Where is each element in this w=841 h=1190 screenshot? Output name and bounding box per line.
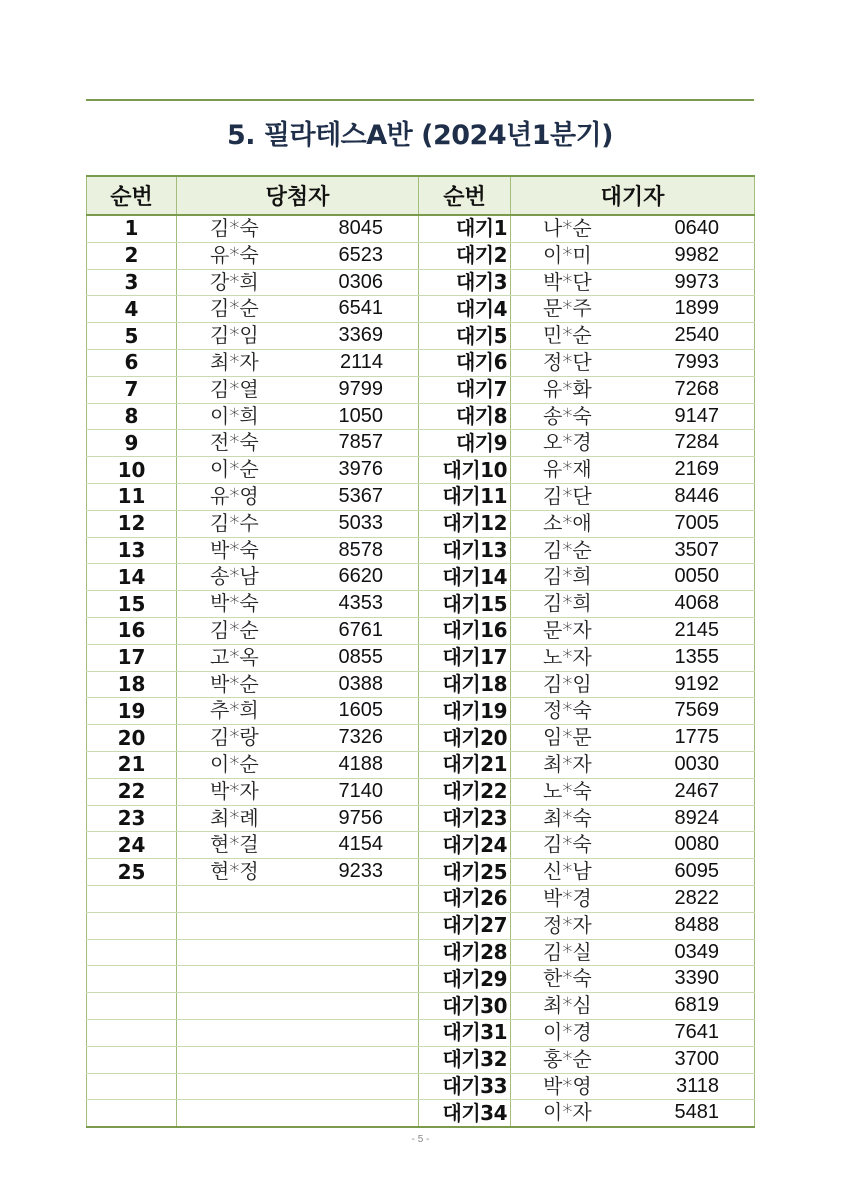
waitlist-cell — [511, 912, 755, 939]
table-body — [87, 215, 755, 1127]
table-row — [87, 885, 755, 912]
waitlist-name: 김*임 — [543, 671, 592, 696]
winner-cell — [177, 269, 419, 296]
winner-name: 이*순 — [210, 751, 259, 776]
table-row — [87, 698, 755, 725]
winner-no-cell: 18 — [87, 671, 177, 698]
winner-name: 김*임 — [210, 323, 259, 348]
winner-no-cell — [87, 885, 177, 912]
waitlist-code: 3118 — [675, 1074, 719, 1097]
winner-cell — [177, 296, 419, 323]
winner-code: 6541 — [338, 297, 383, 320]
waitlist-code: 8924 — [674, 806, 719, 829]
waitlist-name: 민*순 — [543, 323, 592, 348]
winner-cell — [177, 430, 419, 457]
winner-code: 6761 — [338, 618, 383, 641]
table-row — [87, 457, 755, 484]
waitlist-code: 9192 — [674, 672, 719, 695]
table-row — [87, 323, 755, 350]
table-row — [87, 242, 755, 269]
winner-no-cell — [87, 1073, 177, 1100]
waitlist-cell — [511, 644, 755, 671]
waitlist-cell — [511, 778, 755, 805]
waitlist-no-cell: 대기4 — [419, 296, 511, 323]
winner-no-cell: 19 — [87, 698, 177, 725]
waitlist-code: 4068 — [674, 592, 719, 615]
waitlist-cell — [511, 510, 755, 537]
table-row — [87, 725, 755, 752]
winner-no-header: 순번 — [87, 176, 177, 215]
winner-no-cell: 10 — [87, 457, 177, 484]
waitlist-code: 1899 — [674, 297, 719, 320]
winner-cell — [177, 564, 419, 591]
waitlist-code: 0080 — [674, 833, 719, 856]
waitlist-no-cell: 대기25 — [419, 859, 511, 886]
waitlist-no-cell: 대기21 — [419, 751, 511, 778]
waitlist-no-cell: 대기7 — [419, 376, 511, 403]
waitlist-code: 9973 — [674, 270, 719, 293]
waitlist-code: 0050 — [674, 565, 719, 588]
waitlist-no-cell: 대기18 — [419, 671, 511, 698]
winner-cell — [177, 966, 419, 993]
winner-no-cell: 13 — [87, 537, 177, 564]
winner-cell — [177, 1046, 419, 1073]
waitlist-code: 2467 — [674, 779, 719, 802]
winner-code: 8578 — [338, 538, 383, 561]
waitlist-code: 3390 — [674, 967, 719, 990]
waitlist-code: 1355 — [674, 645, 719, 668]
waitlist-name: 문*자 — [543, 617, 592, 642]
waitlist-name: 송*숙 — [543, 403, 592, 428]
winner-code: 4353 — [338, 592, 383, 615]
table-row — [87, 215, 755, 242]
winner-code: 5033 — [338, 511, 383, 534]
waitlist-no-cell: 대기27 — [419, 912, 511, 939]
waitlist-code: 2540 — [674, 324, 719, 347]
table-row — [87, 617, 755, 644]
waitlist-no-cell: 대기28 — [419, 939, 511, 966]
waitlist-cell — [511, 323, 755, 350]
winner-cell — [177, 859, 419, 886]
waitlist-no-cell: 대기6 — [419, 349, 511, 376]
waitlist-name: 이*경 — [543, 1019, 592, 1044]
winner-cell — [177, 510, 419, 537]
winner-cell — [177, 993, 419, 1020]
winner-code: 0388 — [338, 672, 383, 695]
winner-name: 박*숙 — [210, 537, 259, 562]
waitlist-code: 9982 — [674, 243, 719, 266]
winner-cell — [177, 537, 419, 564]
table-row — [87, 537, 755, 564]
winner-no-cell: 1 — [87, 215, 177, 242]
waitlist-name: 홍*순 — [543, 1046, 592, 1071]
winner-cell — [177, 805, 419, 832]
winner-code: 3976 — [338, 458, 383, 481]
winner-name: 송*남 — [210, 564, 259, 589]
winner-cell — [177, 403, 419, 430]
table-row — [87, 269, 755, 296]
waitlist-header: 대기자 — [511, 176, 755, 215]
table-row — [87, 564, 755, 591]
waitlist-no-cell: 대기32 — [419, 1046, 511, 1073]
table-row — [87, 912, 755, 939]
table-row — [87, 296, 755, 323]
waitlist-cell — [511, 993, 755, 1020]
waitlist-name: 이*자 — [543, 1100, 592, 1125]
waitlist-name: 김*순 — [543, 537, 592, 562]
winner-no-cell: 14 — [87, 564, 177, 591]
waitlist-cell — [511, 617, 755, 644]
winner-no-cell — [87, 912, 177, 939]
waitlist-cell — [511, 403, 755, 430]
winner-cell — [177, 778, 419, 805]
waitlist-code: 7268 — [674, 377, 719, 400]
winner-no-cell — [87, 966, 177, 993]
waitlist-no-cell: 대기12 — [419, 510, 511, 537]
winner-no-cell: 22 — [87, 778, 177, 805]
winner-name: 김*랑 — [210, 725, 259, 750]
waitlist-cell — [511, 215, 755, 242]
winner-cell — [177, 885, 419, 912]
waitlist-cell — [511, 483, 755, 510]
waitlist-no-cell: 대기22 — [419, 778, 511, 805]
waitlist-no-cell: 대기33 — [419, 1073, 511, 1100]
waitlist-cell — [511, 269, 755, 296]
table-row — [87, 430, 755, 457]
winner-cell — [177, 1019, 419, 1046]
waitlist-cell — [511, 832, 755, 859]
waitlist-name: 이*미 — [543, 242, 592, 267]
winner-code: 5367 — [338, 484, 383, 507]
winner-cell — [177, 1100, 419, 1127]
winner-no-cell: 12 — [87, 510, 177, 537]
winner-no-cell — [87, 939, 177, 966]
waitlist-no-cell: 대기29 — [419, 966, 511, 993]
lottery-results-table — [86, 175, 755, 1128]
waitlist-name: 유*재 — [543, 457, 592, 482]
winner-cell — [177, 617, 419, 644]
waitlist-name: 오*경 — [543, 430, 592, 455]
waitlist-no-cell: 대기26 — [419, 885, 511, 912]
waitlist-cell — [511, 591, 755, 618]
waitlist-cell — [511, 939, 755, 966]
top-rule — [86, 99, 754, 101]
waitlist-no-cell: 대기9 — [419, 430, 511, 457]
winner-code: 8045 — [338, 217, 383, 239]
winner-code: 4154 — [338, 833, 383, 856]
winner-cell — [177, 698, 419, 725]
winner-name: 이*희 — [210, 403, 259, 428]
winner-code: 6523 — [338, 243, 383, 266]
page-title: 5. 필라테스A반 (2024년1분기) — [226, 120, 613, 151]
waitlist-code: 6819 — [674, 994, 719, 1017]
waitlist-no-cell: 대기19 — [419, 698, 511, 725]
winner-code: 6620 — [338, 565, 383, 588]
winner-name: 김*열 — [210, 376, 259, 401]
waitlist-name: 문*주 — [543, 296, 592, 321]
waitlist-code: 7005 — [674, 511, 719, 534]
waitlist-cell — [511, 859, 755, 886]
winner-name: 유*영 — [210, 483, 259, 508]
waitlist-cell — [511, 751, 755, 778]
table-row — [87, 751, 755, 778]
winner-code: 7140 — [338, 779, 383, 802]
waitlist-cell — [511, 725, 755, 752]
waitlist-code: 6095 — [674, 860, 719, 883]
winner-name: 김*순 — [210, 617, 259, 642]
waitlist-cell — [511, 698, 755, 725]
waitlist-name: 박*경 — [543, 885, 592, 910]
winner-cell — [177, 242, 419, 269]
waitlist-no-cell: 대기23 — [419, 805, 511, 832]
table-row — [87, 349, 755, 376]
table-header-row — [87, 176, 755, 215]
waitlist-cell — [511, 457, 755, 484]
table-row — [87, 832, 755, 859]
waitlist-cell — [511, 966, 755, 993]
waitlist-code: 8488 — [674, 913, 719, 936]
waitlist-name: 김*희 — [543, 591, 592, 616]
waitlist-name: 정*숙 — [543, 698, 592, 723]
waitlist-code: 7993 — [674, 350, 719, 373]
table-row — [87, 966, 755, 993]
winner-name: 박*자 — [210, 778, 259, 803]
table-row — [87, 993, 755, 1020]
waitlist-name: 박*영 — [543, 1073, 592, 1098]
winner-no-cell — [87, 993, 177, 1020]
winner-name: 현*걸 — [210, 832, 259, 857]
winner-no-cell: 11 — [87, 483, 177, 510]
winner-no-cell: 25 — [87, 859, 177, 886]
waitlist-code: 2145 — [674, 618, 719, 641]
table-row — [87, 644, 755, 671]
winner-code: 9799 — [338, 377, 383, 400]
waitlist-name: 김*희 — [543, 564, 592, 589]
winner-name: 최*례 — [210, 805, 259, 830]
winner-code: 9233 — [338, 860, 383, 883]
winner-cell — [177, 1073, 419, 1100]
table-row — [87, 805, 755, 832]
winner-name: 박*순 — [210, 671, 259, 696]
table-row — [87, 376, 755, 403]
winner-code: 1050 — [338, 404, 383, 427]
waitlist-no-cell: 대기20 — [419, 725, 511, 752]
winner-cell — [177, 725, 419, 752]
waitlist-code: 1775 — [674, 726, 719, 749]
waitlist-name: 신*남 — [543, 859, 592, 884]
winner-name: 강*희 — [210, 269, 259, 294]
winner-no-cell: 15 — [87, 591, 177, 618]
winner-no-cell — [87, 1019, 177, 1046]
waitlist-name: 한*숙 — [543, 966, 592, 991]
waitlist-no-cell: 대기30 — [419, 993, 511, 1020]
waitlist-no-cell: 대기8 — [419, 403, 511, 430]
winner-cell — [177, 751, 419, 778]
winner-no-cell — [87, 1046, 177, 1073]
winner-no-cell: 17 — [87, 644, 177, 671]
waitlist-code: 7641 — [674, 1020, 719, 1043]
winner-name: 최*자 — [210, 349, 259, 374]
waitlist-name: 최*숙 — [543, 805, 592, 830]
winner-code: 9756 — [338, 806, 383, 829]
waitlist-no-cell: 대기16 — [419, 617, 511, 644]
winner-no-cell: 2 — [87, 242, 177, 269]
waitlist-cell — [511, 537, 755, 564]
table-row — [87, 510, 755, 537]
winner-name: 김*순 — [210, 296, 259, 321]
waitlist-name: 나*순 — [543, 216, 592, 240]
waitlist-code: 0030 — [674, 752, 719, 775]
waitlist-no-cell: 대기11 — [419, 483, 511, 510]
table-row — [87, 1100, 755, 1127]
table-row — [87, 1019, 755, 1046]
winner-no-cell: 16 — [87, 617, 177, 644]
table-row — [87, 778, 755, 805]
waitlist-code: 8446 — [674, 484, 719, 507]
waitlist-cell — [511, 1073, 755, 1100]
waitlist-cell — [511, 296, 755, 323]
waitlist-cell — [511, 671, 755, 698]
waitlist-code: 3507 — [674, 538, 719, 561]
waitlist-no-header: 순번 — [419, 176, 511, 215]
winner-cell — [177, 349, 419, 376]
winner-cell — [177, 832, 419, 859]
waitlist-cell — [511, 564, 755, 591]
winner-cell — [177, 939, 419, 966]
winner-cell — [177, 376, 419, 403]
waitlist-cell — [511, 885, 755, 912]
winner-name: 현*정 — [210, 859, 259, 884]
waitlist-no-cell: 대기3 — [419, 269, 511, 296]
winner-code: 7326 — [338, 726, 383, 749]
page-number: - 5 - — [411, 1134, 430, 1145]
waitlist-name: 최*심 — [543, 993, 592, 1018]
winner-code: 0306 — [338, 270, 383, 293]
table-row — [87, 1073, 755, 1100]
waitlist-no-cell: 대기2 — [419, 242, 511, 269]
waitlist-cell — [511, 430, 755, 457]
waitlist-no-cell: 대기24 — [419, 832, 511, 859]
waitlist-cell — [511, 1100, 755, 1127]
winner-no-cell: 6 — [87, 349, 177, 376]
winner-no-cell: 7 — [87, 376, 177, 403]
winner-no-cell: 5 — [87, 323, 177, 350]
winner-name: 전*숙 — [210, 430, 259, 455]
waitlist-code: 9147 — [674, 404, 719, 427]
table-row — [87, 671, 755, 698]
waitlist-no-cell: 대기5 — [419, 323, 511, 350]
winner-no-cell: 24 — [87, 832, 177, 859]
waitlist-code: 7569 — [674, 699, 719, 722]
waitlist-cell — [511, 349, 755, 376]
waitlist-name: 노*자 — [543, 644, 592, 669]
waitlist-code: 2169 — [674, 458, 719, 481]
winner-cell — [177, 215, 419, 242]
waitlist-name: 노*숙 — [543, 778, 592, 803]
waitlist-cell — [511, 805, 755, 832]
waitlist-no-cell: 대기10 — [419, 457, 511, 484]
waitlist-no-cell: 대기34 — [419, 1100, 511, 1127]
winner-name: 이*순 — [210, 457, 259, 482]
winner-cell — [177, 457, 419, 484]
winner-cell — [177, 644, 419, 671]
winner-code: 1605 — [338, 699, 383, 722]
waitlist-no-cell: 대기17 — [419, 644, 511, 671]
winner-name: 박*숙 — [210, 591, 259, 616]
winner-no-cell: 21 — [87, 751, 177, 778]
winner-code: 2114 — [339, 350, 383, 373]
winner-no-cell: 9 — [87, 430, 177, 457]
waitlist-code: 0640 — [674, 217, 719, 239]
winner-name: 김*수 — [210, 510, 259, 535]
winner-cell — [177, 323, 419, 350]
winner-no-cell: 20 — [87, 725, 177, 752]
winner-no-cell: 23 — [87, 805, 177, 832]
table-row — [87, 939, 755, 966]
waitlist-name: 임*문 — [543, 725, 592, 750]
waitlist-cell — [511, 242, 755, 269]
waitlist-code: 2822 — [674, 886, 719, 909]
winner-cell — [177, 591, 419, 618]
waitlist-name: 정*자 — [543, 912, 592, 937]
table-row — [87, 859, 755, 886]
waitlist-name: 최*자 — [543, 751, 592, 776]
winner-cell — [177, 912, 419, 939]
waitlist-cell — [511, 376, 755, 403]
winner-no-cell: 3 — [87, 269, 177, 296]
waitlist-no-cell: 대기14 — [419, 564, 511, 591]
table-row — [87, 591, 755, 618]
table-row — [87, 1046, 755, 1073]
winner-name: 유*숙 — [210, 242, 259, 267]
table-row — [87, 483, 755, 510]
waitlist-code: 0349 — [674, 940, 719, 963]
winner-no-cell: 8 — [87, 403, 177, 430]
table-row — [87, 403, 755, 430]
waitlist-no-cell: 대기1 — [419, 215, 511, 242]
waitlist-name: 소*애 — [543, 510, 592, 535]
waitlist-name: 정*단 — [543, 349, 592, 374]
waitlist-no-cell: 대기15 — [419, 591, 511, 618]
waitlist-name: 김*실 — [543, 939, 592, 964]
winner-code: 4188 — [338, 752, 383, 775]
waitlist-code: 3700 — [674, 1047, 719, 1070]
winner-cell — [177, 483, 419, 510]
waitlist-name: 박*단 — [543, 269, 592, 294]
winner-code: 3369 — [338, 324, 383, 347]
waitlist-name: 김*단 — [543, 483, 592, 508]
winner-cell — [177, 671, 419, 698]
winner-no-cell: 4 — [87, 296, 177, 323]
winner-no-cell — [87, 1100, 177, 1127]
waitlist-name: 유*화 — [543, 376, 592, 401]
winner-name: 고*옥 — [210, 644, 259, 669]
winner-header: 당첨자 — [177, 176, 419, 215]
waitlist-code: 7284 — [674, 431, 719, 454]
waitlist-cell — [511, 1046, 755, 1073]
waitlist-no-cell: 대기13 — [419, 537, 511, 564]
winner-name: 김*숙 — [210, 216, 259, 240]
waitlist-code: 5481 — [674, 1101, 719, 1124]
waitlist-no-cell: 대기31 — [419, 1019, 511, 1046]
waitlist-name: 김*숙 — [543, 832, 592, 857]
winner-code: 7857 — [338, 431, 383, 454]
waitlist-cell — [511, 1019, 755, 1046]
winner-code: 0855 — [338, 645, 383, 668]
winner-name: 추*희 — [210, 698, 259, 723]
